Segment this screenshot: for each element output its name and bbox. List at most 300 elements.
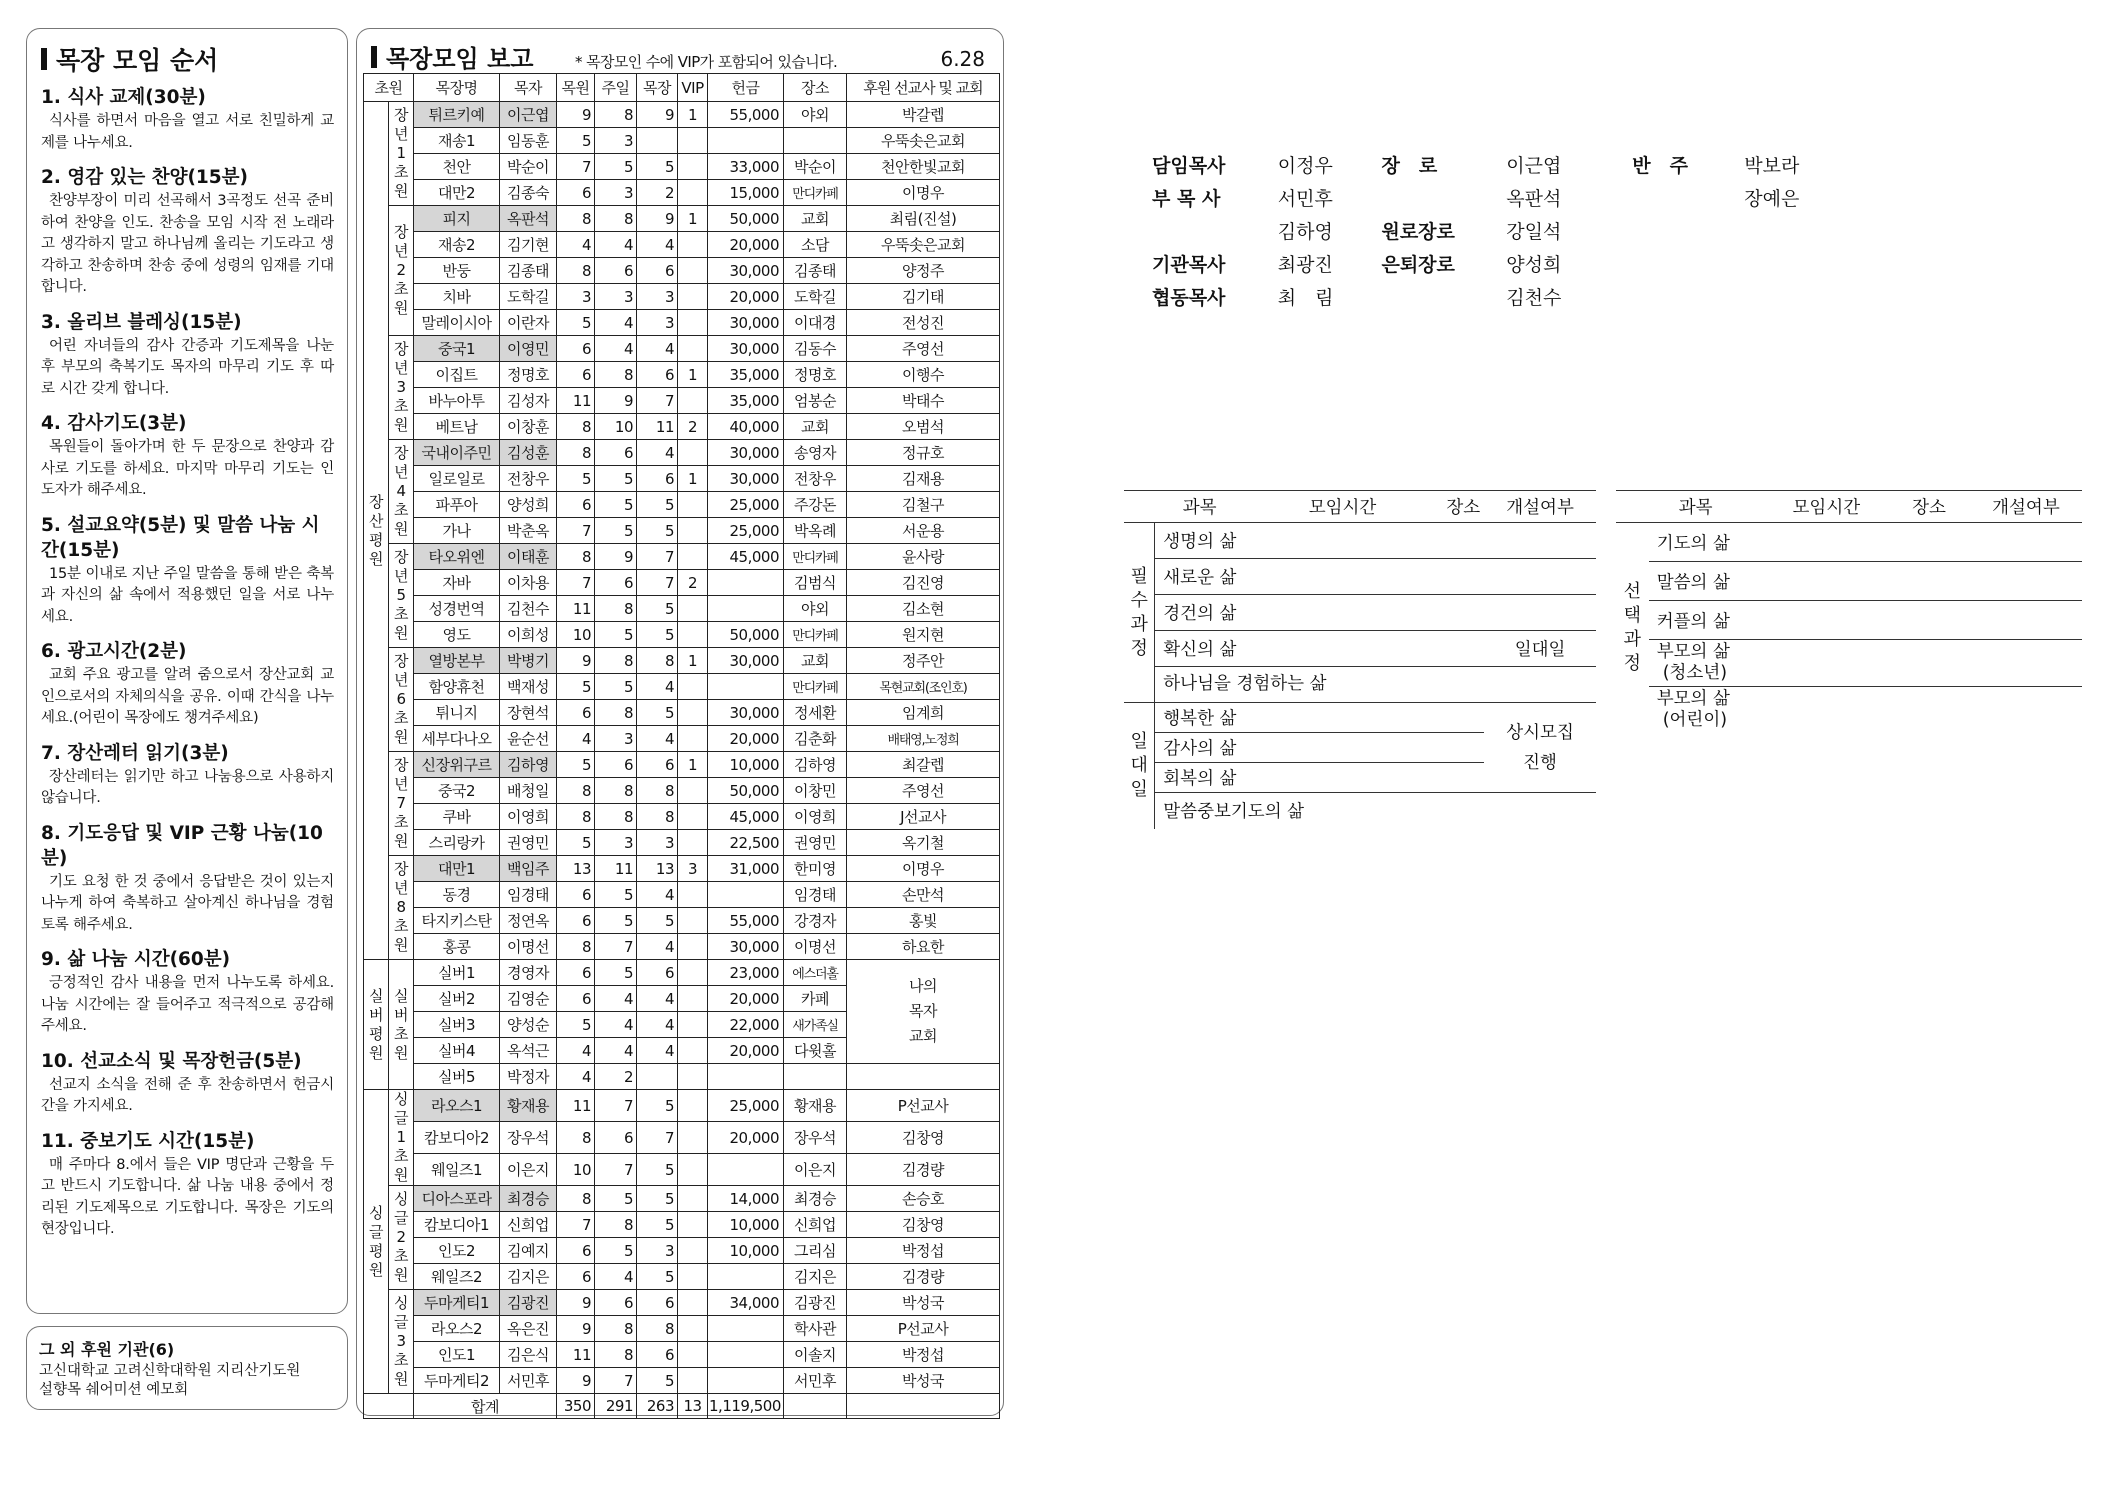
group-label-char: 원 — [394, 1166, 408, 1184]
group-label-char: 버 — [394, 1005, 408, 1024]
course-group-char: 택 — [1623, 605, 1642, 626]
member-count: 10 — [557, 1154, 595, 1186]
group-label-char: 원 — [394, 728, 408, 746]
group-label-char: 원 — [394, 520, 408, 538]
offering: 20,000 — [708, 284, 784, 310]
course-row — [1124, 631, 1596, 667]
member-count: 11 — [557, 388, 595, 414]
place: 김지은 — [784, 1264, 847, 1290]
staff-name: 이정우 — [1277, 155, 1333, 177]
group-label-char: 원 — [394, 416, 408, 434]
place: 교회 — [784, 648, 847, 674]
ranch-name: 파푸아 — [414, 492, 500, 518]
course-name: 회복의 삶 — [1155, 763, 1484, 793]
report-row — [364, 830, 1000, 856]
member-count: 7 — [557, 1212, 595, 1238]
report-row — [364, 934, 1000, 960]
group-label-char: 초 — [394, 1024, 408, 1043]
step-title: 6. 광고시간(2분) — [41, 641, 187, 662]
step-title: 10. 선교소식 및 목장헌금(5분) — [41, 1050, 302, 1072]
staff-role: 반 주 — [1632, 155, 1689, 177]
offering: 33,000 — [708, 154, 784, 180]
ranch-count: 5 — [637, 492, 678, 518]
place: 송영자 — [784, 440, 847, 466]
report-row — [364, 232, 1000, 258]
group-label-char: 원 — [394, 299, 408, 317]
staff-row — [1146, 280, 1846, 313]
sunday-count: 9 — [595, 544, 637, 570]
mission-support: 박갈렙 — [847, 102, 1000, 128]
mission-support: 전성진 — [847, 310, 1000, 336]
course-header: 과목 모임시간 — [1649, 491, 1864, 523]
ranch-name: 튀니지 — [414, 700, 500, 726]
vip-count — [678, 284, 708, 310]
group-label-char: 싱 — [394, 1294, 408, 1312]
group-label-char: 초 — [394, 605, 408, 623]
vip-count — [678, 232, 708, 258]
place: 김동수 — [784, 336, 847, 362]
sunday-count: 6 — [595, 440, 637, 466]
member-count: 13 — [557, 856, 595, 882]
sunday-count: 5 — [595, 960, 637, 986]
group-label-char: 초 — [394, 280, 408, 298]
ranch-leader: 임동훈 — [500, 128, 557, 154]
group-label — [389, 960, 414, 1090]
member-count: 8 — [557, 804, 595, 830]
group-label-char: 싱 — [369, 1203, 383, 1222]
report-row — [364, 726, 1000, 752]
ranch-leader: 정명호 — [500, 362, 557, 388]
mission-support: 김철구 — [847, 492, 1000, 518]
course-group-char: 필 — [1130, 565, 1148, 587]
report-row — [364, 414, 1000, 440]
group-label-char: 원 — [394, 1043, 408, 1062]
staff-row — [1146, 247, 1846, 280]
member-count: 6 — [557, 492, 595, 518]
mission-support: 이명우 — [847, 856, 1000, 882]
sunday-count: 4 — [595, 1264, 637, 1290]
place: 최경승 — [784, 1186, 847, 1212]
sunday-count: 6 — [595, 258, 637, 284]
course-name: 경건의 삶 — [1155, 595, 1484, 631]
total-spacer — [847, 1394, 1000, 1419]
ranch-count: 4 — [637, 726, 678, 752]
group-label — [389, 336, 414, 440]
member-count: 8 — [557, 258, 595, 284]
report-total-row — [364, 1394, 1000, 1419]
group-label — [389, 856, 414, 960]
ranch-count: 7 — [637, 1122, 678, 1154]
mission-support: 이행수 — [847, 362, 1000, 388]
offering: 10,000 — [708, 1238, 784, 1264]
ranch-leader: 신희업 — [500, 1212, 557, 1238]
mission-support — [847, 1064, 1000, 1090]
course-group-char: 일 — [1130, 778, 1148, 800]
group-label-char: 년 — [394, 359, 408, 377]
ranch-leader: 박춘옥 — [500, 518, 557, 544]
meeting-step — [41, 1049, 334, 1118]
report-row — [364, 206, 1000, 232]
ranch-leader: 김은식 — [500, 1342, 557, 1368]
ranch-count: 5 — [637, 1186, 678, 1212]
group-label-char: 원 — [394, 832, 408, 850]
report-panel — [356, 28, 1004, 1416]
course-header: 과목 — [1155, 491, 1305, 523]
ranch-leader: 옥판석 — [500, 206, 557, 232]
group-label-char: 평 — [369, 530, 383, 549]
ranch-leader: 이란자 — [500, 310, 557, 336]
ranch-name: 이집트 — [414, 362, 500, 388]
ranch-leader: 백임주 — [500, 856, 557, 882]
vip-count: 2 — [678, 570, 708, 596]
member-count: 8 — [557, 1186, 595, 1212]
report-row — [364, 466, 1000, 492]
group-label-char: 장 — [394, 860, 408, 878]
ranch-count: 3 — [637, 310, 678, 336]
ranch-count: 11 — [637, 414, 678, 440]
mission-support: 박성국 — [847, 1368, 1000, 1394]
sunday-count: 8 — [595, 648, 637, 674]
vip-count — [678, 336, 708, 362]
group-label-char: 글 — [369, 1222, 383, 1241]
ranch-count: 5 — [637, 1368, 678, 1394]
course-group-char: 대 — [1130, 754, 1148, 776]
vip-count — [678, 1090, 708, 1122]
total-ranch: 263 — [637, 1394, 678, 1419]
member-count: 6 — [557, 1238, 595, 1264]
group-label-char: 2 — [396, 1228, 406, 1246]
ranch-leader: 이차용 — [500, 570, 557, 596]
member-count: 5 — [557, 830, 595, 856]
offering — [708, 596, 784, 622]
vip-count — [678, 1064, 708, 1090]
ranch-name: 캄보디아1 — [414, 1212, 500, 1238]
course-status — [1484, 793, 1596, 829]
offering: 22,000 — [708, 1012, 784, 1038]
sunday-count: 7 — [595, 934, 637, 960]
report-row — [364, 1212, 1000, 1238]
course-header-row — [1616, 491, 2082, 523]
mission-support-line: 목자 — [909, 1002, 937, 1020]
sunday-count: 2 — [595, 1064, 637, 1090]
ranch-count: 5 — [637, 1090, 678, 1122]
offering: 30,000 — [708, 700, 784, 726]
course-row — [1124, 595, 1596, 631]
sunday-count: 5 — [595, 1238, 637, 1264]
vip-count — [678, 1290, 708, 1316]
support-line: 고신대학교 고려신학대학원 지리산기도원 — [39, 1363, 301, 1379]
vip-count — [678, 258, 708, 284]
group-label-char: 장 — [394, 340, 408, 358]
mission-support: 손승호 — [847, 1186, 1000, 1212]
ranch-count — [637, 128, 678, 154]
mission-support: 김창영 — [847, 1212, 1000, 1238]
place: 에스더홀 — [784, 960, 847, 986]
place: 신희업 — [784, 1212, 847, 1238]
member-count: 9 — [557, 1290, 595, 1316]
sunday-count: 9 — [595, 388, 637, 414]
ranch-leader: 백재성 — [500, 674, 557, 700]
mission-support-line: 교회 — [909, 1027, 937, 1045]
vip-count — [678, 518, 708, 544]
group-label-char: 년 — [394, 567, 408, 585]
group-label-char: 원 — [394, 182, 408, 200]
report-column-header: 목자 — [500, 74, 557, 102]
place: 이명선 — [784, 934, 847, 960]
report-row — [364, 908, 1000, 934]
ranch-leader: 서민후 — [500, 1368, 557, 1394]
member-count: 8 — [557, 206, 595, 232]
report-body — [364, 102, 1000, 1419]
group-label-char: 원 — [394, 1370, 408, 1388]
place: 소담 — [784, 232, 847, 258]
report-note: * 목장모인 수에 VIP가 포함되어 있습니다. — [575, 53, 838, 71]
course-group-char: 수 — [1130, 589, 1148, 611]
course-group-char: 과 — [1623, 629, 1642, 650]
course-header: 개설여부 — [1970, 491, 2082, 523]
ranch-count: 4 — [637, 882, 678, 908]
vip-count: 1 — [678, 752, 708, 778]
vip-count: 1 — [678, 362, 708, 388]
staff-role: 부 목 사 — [1152, 188, 1221, 210]
meeting-step — [41, 639, 334, 730]
vip-count — [678, 1012, 708, 1038]
vip-count: 1 — [678, 206, 708, 232]
ranch-name: 자바 — [414, 570, 500, 596]
step-body: 찬양부장이 미리 선곡해서 3곡정도 선곡 준비하여 찬양을 인도. 찬송을 모임 시작 전 노래라고 생각하지 말고 하나님께 올리는 기도라고 생각하고 찬송하며 찬송 중에 성령의 임재를 기대합니다. — [41, 193, 334, 295]
report-row — [364, 492, 1000, 518]
group-label — [389, 1090, 414, 1186]
report-row — [364, 1090, 1000, 1122]
report-column-header: 목장 — [637, 74, 678, 102]
offering: 30,000 — [708, 310, 784, 336]
mission-support: 옥기철 — [847, 830, 1000, 856]
report-row — [364, 102, 1000, 128]
ranch-count: 5 — [637, 596, 678, 622]
ranch-name: 인도2 — [414, 1238, 500, 1264]
step-body: 매 주마다 8.에서 들은 VIP 명단과 근황을 두고 반드시 기도합니다. 삶 나눔 내용 중에서 정리된 기도제목으로 기도합니다. 목장은 기도의 현장입니다. — [41, 1156, 334, 1237]
sunday-count: 3 — [595, 830, 637, 856]
offering: 30,000 — [708, 258, 784, 284]
vip-count — [678, 986, 708, 1012]
sunday-count: 4 — [595, 1012, 637, 1038]
ranch-leader: 윤순선 — [500, 726, 557, 752]
report-row — [364, 804, 1000, 830]
ranch-count: 6 — [637, 258, 678, 284]
ranch-name: 라오스2 — [414, 1316, 500, 1342]
staff-role: 기관목사 — [1152, 254, 1226, 276]
report-column-header: 장소 — [784, 74, 847, 102]
course-name: 감사의 삶 — [1155, 733, 1484, 763]
ranch-name: 디아스포라 — [414, 1186, 500, 1212]
member-count: 9 — [557, 1316, 595, 1342]
ranch-name: 실버5 — [414, 1064, 500, 1090]
staff-role: 은퇴장로 — [1381, 254, 1455, 276]
group-label-char: 평 — [369, 1024, 383, 1043]
ranch-name: 홍콩 — [414, 934, 500, 960]
group-label-char: 2 — [396, 261, 406, 279]
ranch-name: 실버3 — [414, 1012, 500, 1038]
mission-support: P선교사 — [847, 1316, 1000, 1342]
member-count: 8 — [557, 544, 595, 570]
staff-role: 원로장로 — [1381, 221, 1455, 243]
place: 야외 — [784, 596, 847, 622]
step-body: 15분 이내로 지난 주일 말씀을 통해 받은 축복과 자신의 삶 속에서 적용했던 일을 서로 나누세요. — [41, 565, 334, 625]
report-row — [364, 1238, 1000, 1264]
group-label-char: 평 — [369, 1241, 383, 1260]
ranch-leader: 김예지 — [500, 1238, 557, 1264]
vip-count — [678, 492, 708, 518]
sunday-count: 3 — [595, 726, 637, 752]
group-label-char: 년 — [394, 125, 408, 143]
offering — [708, 570, 784, 596]
offering: 25,000 — [708, 518, 784, 544]
sunday-count: 6 — [595, 1122, 637, 1154]
offering: 20,000 — [708, 986, 784, 1012]
report-column-header: 목원 — [557, 74, 595, 102]
vip-count — [678, 544, 708, 570]
course-status — [1484, 595, 1596, 631]
member-count: 4 — [557, 1064, 595, 1090]
vip-count — [678, 440, 708, 466]
course-name-line: 부모의 삶 — [1656, 689, 1730, 709]
ranch-count: 7 — [637, 570, 678, 596]
ranch-leader: 옥은진 — [500, 1316, 557, 1342]
place: 박순이 — [784, 154, 847, 180]
report-row — [364, 128, 1000, 154]
course-status-line: 상시모집 — [1506, 722, 1574, 743]
ranch-count: 4 — [637, 232, 678, 258]
mission-support: 우뚝솟은교회 — [847, 128, 1000, 154]
ranch-count: 5 — [637, 1154, 678, 1186]
vip-count — [678, 960, 708, 986]
ranch-name: 가나 — [414, 518, 500, 544]
offering: 30,000 — [708, 440, 784, 466]
ranch-count: 9 — [637, 102, 678, 128]
course-row — [1616, 640, 2082, 687]
report-row — [364, 518, 1000, 544]
member-count: 6 — [557, 908, 595, 934]
ranch-name: 스리랑카 — [414, 830, 500, 856]
ranch-count: 4 — [637, 674, 678, 700]
offering: 50,000 — [708, 622, 784, 648]
place: 이창민 — [784, 778, 847, 804]
ranch-leader: 박정자 — [500, 1064, 557, 1090]
member-count: 9 — [557, 102, 595, 128]
course-status — [1484, 667, 1596, 703]
group-label — [364, 1090, 389, 1394]
staff-name: 강일석 — [1506, 221, 1562, 243]
mission-support: 목현교회(조인호) — [847, 674, 1000, 700]
sunday-count: 8 — [595, 206, 637, 232]
mission-support: 정주안 — [847, 648, 1000, 674]
group-label-char: 1 — [396, 1128, 406, 1146]
group-label-char: 버 — [369, 1005, 383, 1024]
report-row — [364, 180, 1000, 206]
title-bar — [41, 48, 47, 70]
member-count: 8 — [557, 414, 595, 440]
ranch-name: 실버4 — [414, 1038, 500, 1064]
ranch-leader: 임경태 — [500, 882, 557, 908]
offering: 30,000 — [708, 466, 784, 492]
meeting-step — [41, 513, 334, 629]
report-column-header: 목장명 — [414, 74, 500, 102]
mission-support: 주영선 — [847, 778, 1000, 804]
report-row — [364, 1316, 1000, 1342]
course-group-char: 과 — [1130, 613, 1148, 635]
ranch-leader: 김기현 — [500, 232, 557, 258]
ranch-count: 5 — [637, 518, 678, 544]
ranch-count: 8 — [637, 778, 678, 804]
mission-support: 정규호 — [847, 440, 1000, 466]
group-label-char: 년 — [394, 775, 408, 793]
report-title: 목장모임 보고 — [371, 39, 533, 74]
mission-support: 김경량 — [847, 1264, 1000, 1290]
mission-support-line: 나의 — [909, 977, 937, 995]
course-name: 하나님을 경험하는 삶 — [1155, 667, 1484, 703]
course-name — [1649, 687, 2082, 734]
ranch-leader: 김종숙 — [500, 180, 557, 206]
mission-support: 김창영 — [847, 1122, 1000, 1154]
staff-name: 서민후 — [1277, 188, 1333, 210]
course-name: 말씀중보기도의 삶 — [1163, 802, 1305, 823]
ranch-count: 8 — [637, 648, 678, 674]
place: 김하영 — [784, 752, 847, 778]
group-label-char: 초 — [394, 709, 408, 727]
member-count: 5 — [557, 466, 595, 492]
sunday-count: 4 — [595, 232, 637, 258]
course-name: 생명의 삶 — [1155, 523, 1484, 559]
member-count: 6 — [557, 362, 595, 388]
mission-support: J선교사 — [847, 804, 1000, 830]
group-label-char: 장 — [394, 223, 408, 241]
ranch-name: 성경번역 — [414, 596, 500, 622]
place: 박옥례 — [784, 518, 847, 544]
place: 이솔지 — [784, 1342, 847, 1368]
step-body: 어린 자녀들의 감사 간증과 기도제목을 나눈 후 부모의 축복기도 목자의 마무리 기도 후 따로 시간 갖게 합니다. — [41, 337, 334, 397]
ranch-name: 튀르키예 — [414, 102, 500, 128]
place: 학사관 — [784, 1316, 847, 1342]
sunday-count: 7 — [595, 1090, 637, 1122]
report-row — [364, 700, 1000, 726]
ranch-count: 5 — [637, 622, 678, 648]
ranch-name: 대만2 — [414, 180, 500, 206]
vip-count — [678, 1238, 708, 1264]
report-row — [364, 752, 1000, 778]
ranch-name: 대만1 — [414, 856, 500, 882]
ranch-leader: 이영희 — [500, 804, 557, 830]
member-count: 7 — [557, 570, 595, 596]
title-bar — [371, 46, 377, 68]
report-row — [364, 1186, 1000, 1212]
offering: 23,000 — [708, 960, 784, 986]
sunday-count: 11 — [595, 856, 637, 882]
sunday-count: 8 — [595, 1212, 637, 1238]
ranch-name: 베트남 — [414, 414, 500, 440]
ranch-count — [637, 1064, 678, 1090]
mission-support: 임계희 — [847, 700, 1000, 726]
mission-support: 배태영,노정희 — [847, 726, 1000, 752]
report-row — [364, 544, 1000, 570]
total-vip: 13 — [678, 1394, 708, 1419]
course-row — [1124, 523, 1596, 559]
place: 도학길 — [784, 284, 847, 310]
member-count: 9 — [557, 1368, 595, 1394]
member-count: 7 — [557, 518, 595, 544]
report-row — [364, 856, 1000, 882]
sunday-count: 6 — [595, 1290, 637, 1316]
report-row — [364, 570, 1000, 596]
